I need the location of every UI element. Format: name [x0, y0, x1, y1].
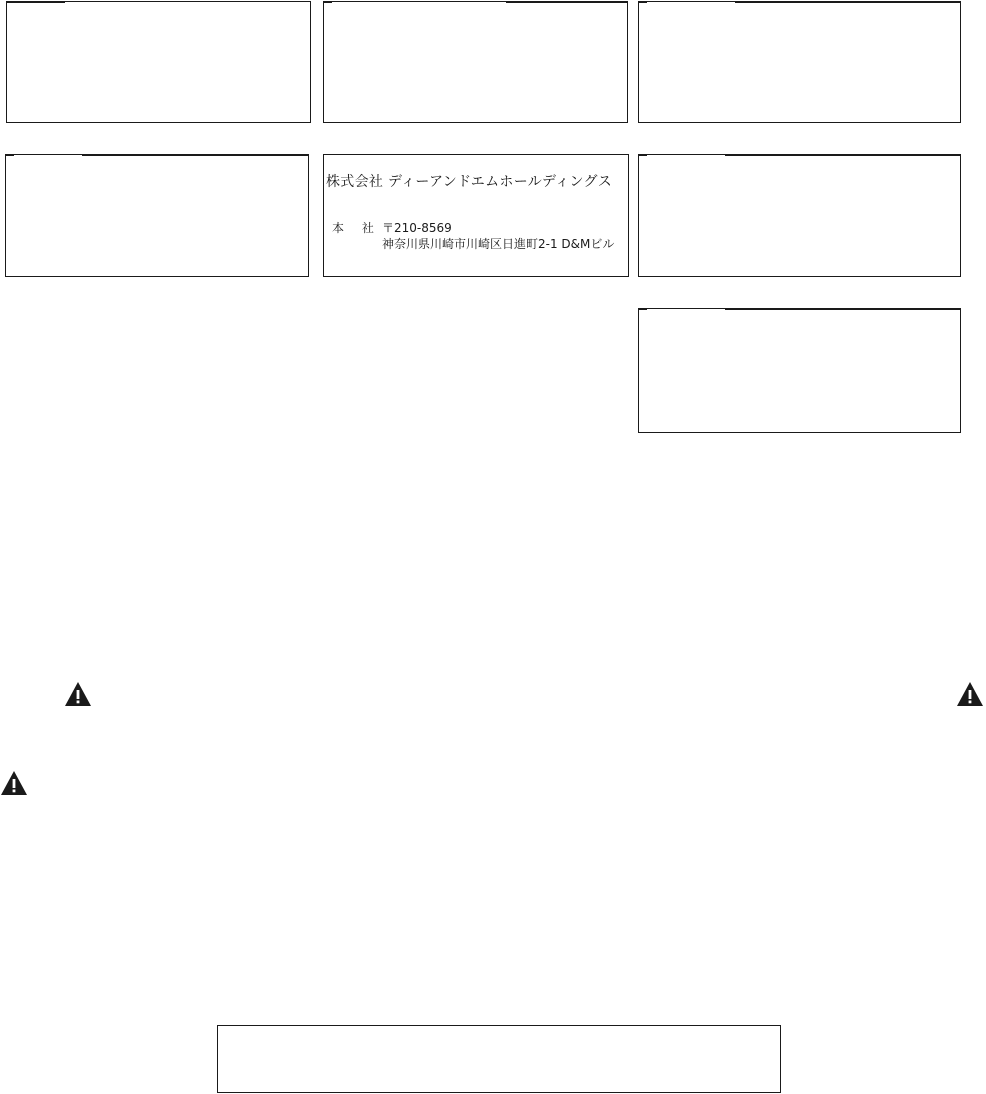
box-tab-line — [639, 308, 647, 310]
company-address: 神奈川県川崎市川崎区日進町2-1 D&Mビル — [382, 237, 615, 251]
box-tab-line — [735, 1, 961, 3]
bottom-notice-box — [217, 1025, 781, 1093]
postal-code: 〒210-8569 — [382, 221, 452, 235]
info-box-top-center — [323, 1, 628, 123]
headquarters-label: 本 社 — [332, 221, 381, 235]
box-tab-line — [324, 1, 332, 3]
box-tab-line — [7, 1, 65, 3]
company-info-box — [323, 154, 629, 277]
info-box-lower-right — [638, 308, 961, 433]
warning-triangle-icon — [956, 681, 984, 707]
info-box-top-left — [6, 1, 311, 123]
box-tab-line — [6, 154, 14, 156]
warning-triangle-icon — [0, 770, 28, 796]
warning-triangle-icon — [64, 681, 92, 707]
box-tab-line — [82, 154, 309, 156]
box-tab-line — [725, 308, 961, 310]
info-box-middle-left — [5, 154, 309, 277]
box-tab-line — [725, 154, 961, 156]
box-tab-line — [506, 1, 628, 3]
box-tab-line — [639, 1, 647, 3]
info-box-top-right — [638, 1, 961, 123]
box-tab-line — [639, 154, 647, 156]
company-name: 株式会社 ディーアンドエムホールディングス — [326, 174, 612, 190]
info-box-middle-right — [638, 154, 961, 277]
